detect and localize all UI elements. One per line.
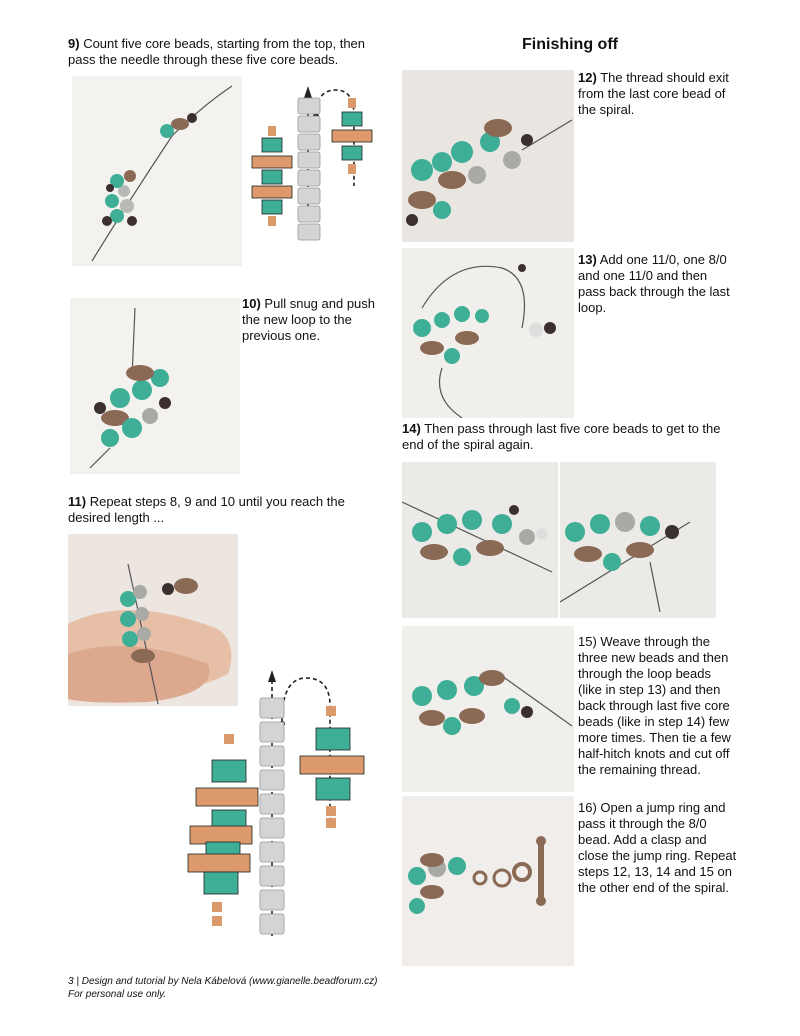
step-12-number: 12) [578, 70, 597, 85]
step-14-text [402, 421, 738, 453]
step-14-photo-left [402, 462, 558, 618]
footer-credit: 3 | Design and tutorial by Nela Kábelová (www.gianelle.beadforum.cz) [68, 976, 378, 987]
step-11-text [68, 494, 388, 526]
step-11-body: Repeat steps 8, 9 and 10 until you reach the desired length ... [68, 494, 345, 525]
step-10-body: Pull snug and push the new loop to the previous one. [242, 296, 376, 343]
step-9-text [68, 36, 388, 68]
step-13-photo [402, 248, 574, 418]
step-15-photo [402, 626, 574, 792]
step-13-body: Add one 11/0, one 8/0 and one 11/0 and then pass back through the last loop. [578, 252, 730, 315]
step-14-photo-right [560, 462, 716, 618]
step-12-photo [402, 70, 574, 242]
page-footer [68, 975, 377, 1001]
step-14-number: 14) [402, 421, 421, 436]
step-13-text [578, 252, 738, 316]
step-12-text [578, 70, 738, 118]
footer-usage-note: For personal use only. [68, 989, 167, 1000]
step-11-diagram [184, 666, 374, 950]
step-10-number: 10) [242, 296, 261, 311]
step-15-text: 15) Weave through the three new beads and then through the loop beads (like in step 13) and then back through last five core beads (like in step 14) few more times. Then tie a few half-hitch knots and cut off the remaining thread. [578, 634, 731, 777]
step-16-text: 16) Open a jump ring and pass it through the 8/0 bead. Add a clasp and close the jump ring. Repeat steps 12, 13, 14 and 15 on the other end of the spiral. [578, 800, 737, 895]
step-14-body: Then pass through last five core beads to get to the end of the spiral again. [402, 421, 721, 452]
step-10-photo [70, 298, 240, 474]
step-10-text [242, 296, 394, 344]
finishing-off-heading: Finishing off [522, 36, 618, 53]
step-9-diagram [246, 76, 396, 256]
step-16-photo [402, 796, 574, 966]
step-12-body: The thread should exit from the last core bead of the spiral. [578, 70, 729, 117]
step-9-photo [72, 76, 242, 266]
step-11-number: 11) [68, 494, 87, 509]
step-9-body: Count five core beads, starting from the top, then pass the needle through these five core beads. [68, 36, 366, 67]
step-13-number: 13) [578, 252, 597, 267]
step-9-number: 9) [68, 36, 80, 51]
